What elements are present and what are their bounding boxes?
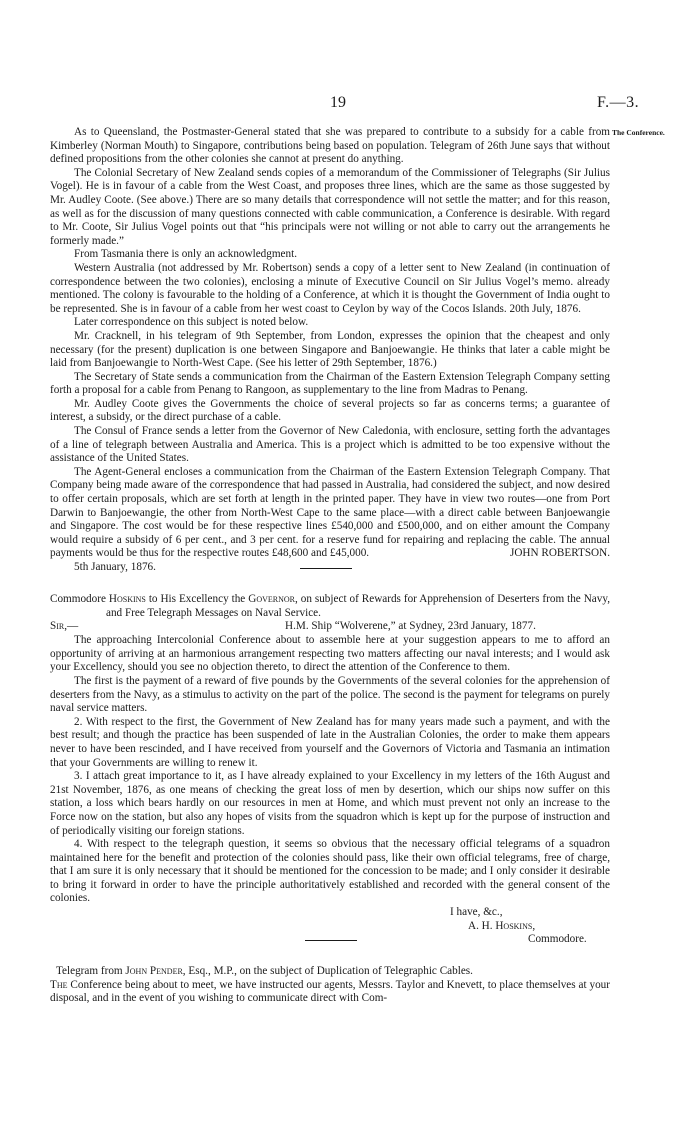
paragraph: The Secretary of State sends a communication from the Chairman of the Eastern Extension Telegraph Company setting forth a proposal for a cable from Penang to Rangoon, as supplementary to the line from Madras to Penang. [50, 370, 610, 397]
paragraph: The Agent-General encloses a communication from the Chairman of the Eastern Extension Telegraph Company. That Company being made aware of the correspondence that had passed in Australia, had considered the subject, and now desired to offer certain proposals, which are set forth at length in the printed paper. They have in view two routes—one from Port Darwin to Banjoewangie, the other from North-West Cape to the same place—with a direct cable between Banjoewangie and Singapore. The cost would be for these respective lines £540,000 and £500,000, and on either amount the Company would require a subsidy of 6 per cent., and 3 per cent. for a reserve fund for repairing and replacing the cable. The annual payments would be thus for the respective routes £48,600 and £45,000. [50, 465, 610, 560]
section-divider [305, 940, 357, 941]
ship-location-date: H.M. Ship “Wolverene,” at Sydney, 23rd January, 1877. [285, 620, 536, 633]
rank-row [50, 933, 610, 947]
page-header [0, 94, 700, 114]
closing: I have, &c., [450, 906, 503, 919]
signature-robertson: JOHN ROBERTSON. [509, 547, 610, 560]
paragraph: Western Australia (not addressed by Mr. Robertson) sends a copy of a letter sent to New Zealand (in continuation of correspondence between the two colonies), enclosing a minute of Executive Council on Sir Julius Vogel’s memo. already mentioned. The colony is favourable to the holding of a Conference, at which it is thought the Government of India ought to be represented. She is in favour of a cable from her west coast to Ceylon by way of the Cocos Islands. 20th July, 1876. [50, 261, 610, 315]
section-heading: Telegram from John Pender, Esq., M.P., on the subject of Duplication of Telegraphic Cables. [56, 965, 473, 978]
paragraph: From Tasmania there is only an acknowledgment. [74, 248, 298, 261]
paragraph: 2. With respect to the first, the Government of New Zealand has for many years made such a payment, and with the best result; and though the practice has been suspended of late in the Australian Colonies, the order to make them appears never to have been rescinded, and I have received from yourself and the Governors of Victoria and Tasmania an intimation that your Governments are willing to renew it. [50, 715, 610, 769]
paragraph: The Colonial Secretary of New Zealand sends copies of a memorandum of the Commissioner of Telegraphs (Sir Julius Vogel). He is in favour of a cable from the West Coast, and proposes three lines, which are the same as those suggested by Mr. Audley Coote. (See above.) There are so many details that correspondence will not settle the matter; and for this reason, as well as for the discussion of many questions connected with cable communication, a Conference is desirable. With regard to Mr. Coote, Sir Julius Vogel points out that “his principals were not willing or not able to carry out the arrangements he formerly made.” [50, 166, 610, 247]
paragraph: Mr. Audley Coote gives the Governments the choice of several projects so far as concerns terms; a guarantee of interest, a subsidy, or the direct purchase of a cable. [50, 397, 610, 424]
salutation: Sir,— [50, 620, 79, 633]
heading-governor: Governor [248, 593, 295, 605]
paragraph: The first is the payment of a reward of five pounds by the Governments of the several colonies for the apprehension of deserters from the Navy, as a stimulus to activity on the part of the police. The second is the payment for telegrams on purely naval service matters. [50, 674, 610, 715]
paragraph: The Consul of France sends a letter from the Governor of New Caledonia, with enclosure, setting forth the advantages of a line of telegraph between Australia and America. This is a project which is admitted to be too expensive without the assistance of the United States. [50, 425, 610, 465]
section-heading: Commodore Hoskins to His Excellency the Governor, on subject of Rewards for Apprehension of Deserters from the Navy, and Free Telegraph Messages on Naval Service. [50, 593, 611, 619]
heading-name: Hoskins [108, 593, 146, 605]
heading-name: John Pender [125, 965, 183, 978]
paragraph: 3. I attach great importance to it, as I have already explained to your Excellency in my letters of the 16th August and 21st November, 1876, as one means of checking the great loss of men by desertion, which our ships now suffer on this station, a loss which bears hardly on our resources in men at Home, and which must prevent not only an increase to the Force now on the station, but also any hopes of visits from the squadron which is kept up for the purpose of instruction and of periodically visiting our foreign stations. [50, 770, 610, 837]
date-row [50, 561, 610, 575]
paragraph: The Conference being about to meet, we have instructed our agents, Messrs. Taylor and Knevett, to place themselves at your disposal, and in the event of you wishing to communicate direct with Com- [50, 978, 610, 1005]
signer: A. H. Hoskins, [468, 919, 536, 932]
document-reference: F.—3. [597, 94, 640, 111]
paragraph: 4. With respect to the telegraph question, it seems so obvious that the necessary official telegrams of a squadron maintained here for the benefit and protection of the colonies should pass, like their own official telegrams, free of charge, that I am sure it is only necessary that it should be mentioned for the concession to be made; and I only consider it desirable to bring it forward in order to have the principle authoritatively established and recorded with the general consent of the colonies. [50, 838, 610, 905]
rank: Commodore. [528, 933, 587, 946]
paragraph: The approaching Intercolonial Conference about to assemble here at your suggestion appears to me to afford an opportunity of arriving at an harmonious arrangement respecting two matters affecting our naval interests; and I would ask your Excellency, should you see no objection thereto, to direct the attention of the Conference to them. [50, 634, 610, 674]
page-number: 19 [330, 94, 346, 111]
section-divider [300, 568, 352, 569]
paragraph: As to Queensland, the Postmaster-General stated that she was prepared to contribute to a subsidy for a cable from Kimberley (Norman Mouth) to Singapore, contributions being based on population. Telegram of 26th June says that without defined propositions from the other colonies she cannot at present do anything. [50, 126, 610, 166]
paragraph: Mr. Cracknell, in his telegram of 9th September, from London, expresses the opinion that the cheapest and only necessary (for the present) duplication is one between Singapore and Banjoewangie. He thinks that later a cable might be laid from Banjoewangie to North-West Cape. (See his letter of 29th September, 1876.) [50, 329, 610, 370]
margin-note: The Conference. [612, 128, 665, 137]
document-body [50, 126, 610, 1006]
paragraph: Later correspondence on this subject is noted below. [74, 316, 309, 329]
date: 5th January, 1876. [74, 561, 156, 573]
salutation-row [50, 620, 610, 634]
